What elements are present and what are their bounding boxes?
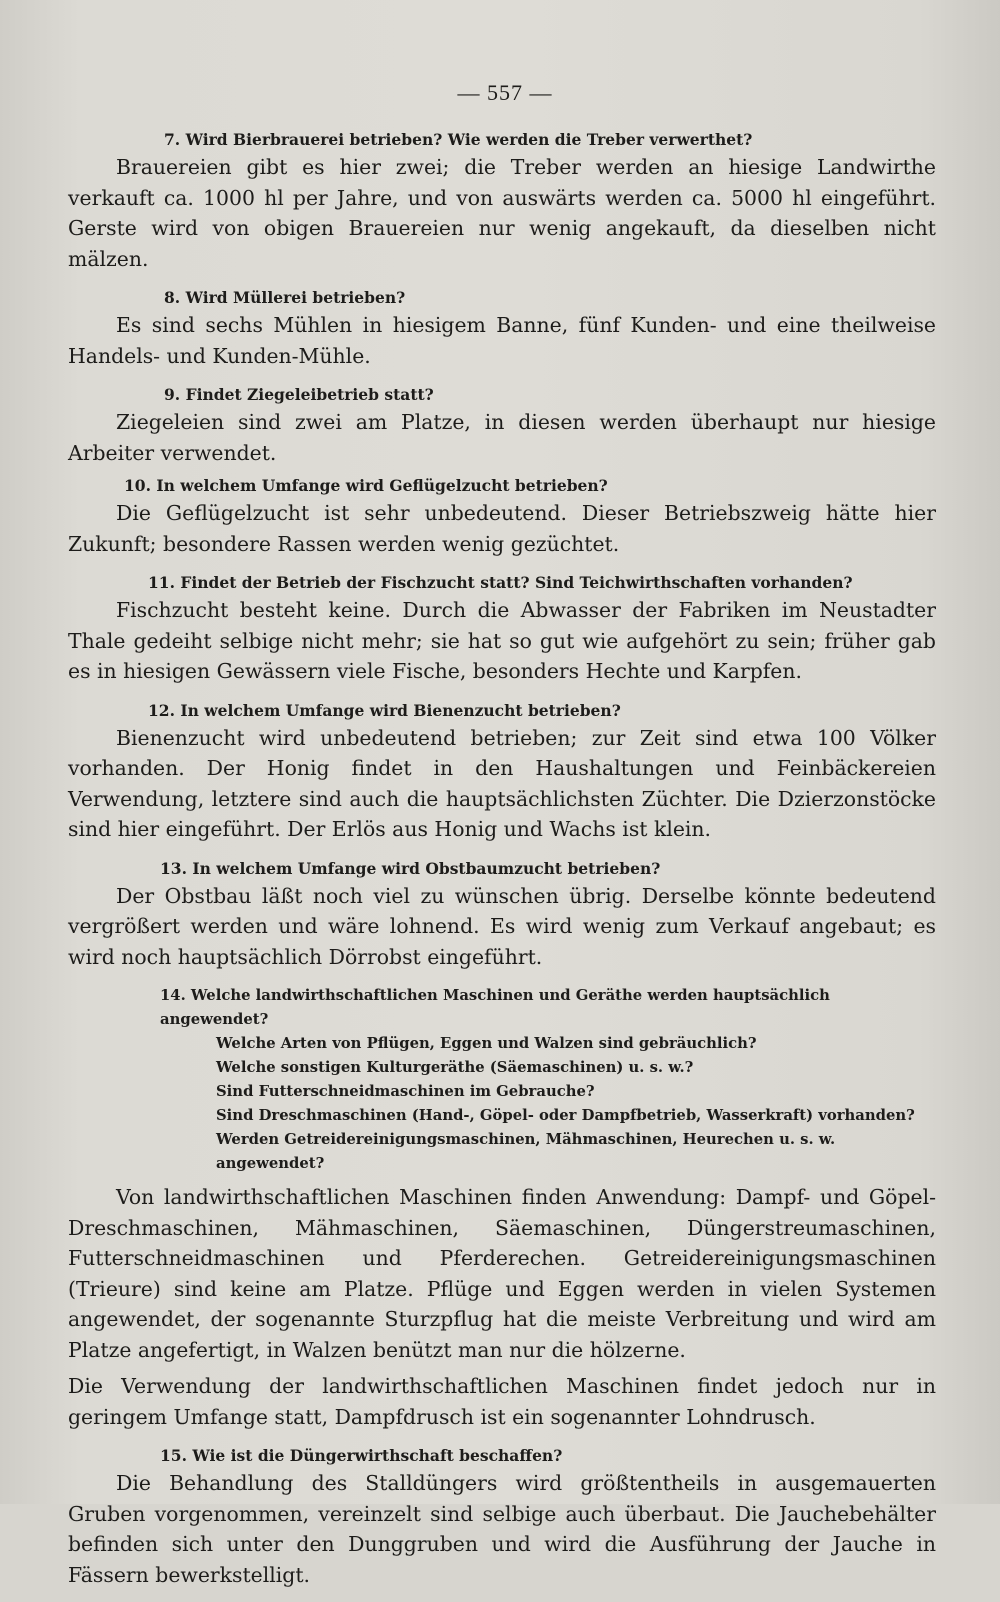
answer-14-paragraph: Von landwirthschaftlichen Maschinen finden Anwendung: Dampf- und Göpel-Dreschmaschinen, Mähmaschinen, Säemaschinen, Düngerstreumaschinen, Futterschneidmaschinen und Pferderechen. Getreidereinigungsmaschinen (Trieure) sind keine am Platze. Pflüge und Eggen werden in vielen Systemen angewendet, der sogenannte Sturzpflug hat die meiste Verbreitung und wird am Platze angefertigt, in Walzen benützt man nur die hölzerne. xyxy=(68,1185,936,1362)
question-12: 12. In welchem Umfange wird Bienenzucht betrieben? xyxy=(148,700,621,720)
answer-13: Der Obstbau läßt noch viel zu wünschen übrig. Derselbe könnte bedeutend vergrößert werden und wäre lohnend. Es wird wenig zum Verkauf angebaut; es wird noch hauptsächlich Dörrobst eingeführt. xyxy=(68,883,936,969)
question-14-line: Welche Arten von Pflügen, Eggen und Walzen sind gebräuchlich? xyxy=(216,1035,757,1052)
page-number: — 557 — xyxy=(457,80,553,105)
question-15: 15. Wie ist die Düngerwirthschaft beschaffen? xyxy=(160,1446,563,1465)
question-14 xyxy=(68,984,936,1176)
question-11: 11. Findet der Betrieb der Fischzucht statt? Sind Teichwirthschaften vorhanden? xyxy=(148,573,853,592)
question-7: 7. Wird Bierbrauerei betrieben? Wie werden die Treber verwerthet? xyxy=(164,130,753,149)
question-8: 8. Wird Müllerei betrieben? xyxy=(164,288,406,307)
question-14-line: 14. Welche landwirthschaftlichen Maschinen und Geräthe werden hauptsächlich angewendet? xyxy=(160,987,830,1028)
page-content xyxy=(68,124,936,1602)
question-10: 10. In welchem Umfange wird Geflügelzucht betrieben? xyxy=(124,476,608,495)
question-9: 9. Findet Ziegeleibetrieb statt? xyxy=(164,385,434,404)
question-14-line: Werden Getreidereinigungsmaschinen, Mähmaschinen, Heurechen u. s. w. angewendet? xyxy=(216,1131,836,1172)
question-14-line: Sind Futterschneidmaschinen im Gebrauche? xyxy=(216,1083,595,1100)
question-14-line: Welche sonstigen Kulturgeräthe (Säemaschinen) u. s. w.? xyxy=(216,1059,694,1076)
question-14-line: Sind Dreschmaschinen (Hand-, Göpel- oder Dampfbetrieb, Wasserkraft) vorhanden? xyxy=(216,1107,915,1124)
answer-14-paragraph: Die Verwendung der landwirthschaftlichen Maschinen findet jedoch nur in geringem Umfange statt, Dampfdrusch ist ein sogenannter Lohndrusch. xyxy=(68,1374,936,1429)
answer-10: Die Geflügelzucht ist sehr unbedeutend. Dieser Betriebszweig hätte hier Zukunft; besondere Rassen werden wenig gezüchtet. xyxy=(68,501,936,556)
question-13: 13. In welchem Umfange wird Obstbaumzucht betrieben? xyxy=(160,858,661,878)
answer-12: Bienenzucht wird unbedeutend betrieben; zur Zeit sind etwa 100 Völker vorhanden. Der Honig findet in den Haushaltungen und Feinbäckereien Verwendung, letztere sind auch die hauptsächlichsten Züchter. Die Dzierzonstöcke sind hier eingeführt. Der Erlös aus Honig und Wachs ist klein. xyxy=(68,725,936,841)
answer-11: Fischzucht besteht keine. Durch die Abwasser der Fabriken im Neustadter Thale gedeiht selbige nicht mehr; sie hat so gut wie aufgehört zu sein; früher gab es in hiesigen Gewässern viele Fische, besonders Hechte und Karpfen. xyxy=(68,598,936,683)
answer-15: Die Behandlung des Stalldüngers wird größtentheils in ausgemauerten Gruben vorgenommen, vereinzelt sind selbige auch überbaut. Die Jauchebehälter befinden sich unter den Dunggruben und wird die Ausführung der Jauche in Fässern bewerkstelligt. xyxy=(68,1471,936,1587)
answer-9: Ziegeleien sind zwei am Platze, in diesen werden überhaupt nur hiesige Arbeiter verwendet. xyxy=(68,410,936,465)
answer-8: Es sind sechs Mühlen in hiesigem Banne, fünf Kunden- und eine theilweise Handels- und Kunden-Mühle. xyxy=(68,313,936,368)
answer-7: Brauereien gibt es hier zwei; die Treber werden an hiesige Landwirthe verkauft ca. 1000 hl per Jahre, und von auswärts werden ca. 5000 hl eingeführt. Gerste wird von obigen Brauereien nur wenig angekauft, da dieselben nicht mälzen. xyxy=(68,155,936,271)
